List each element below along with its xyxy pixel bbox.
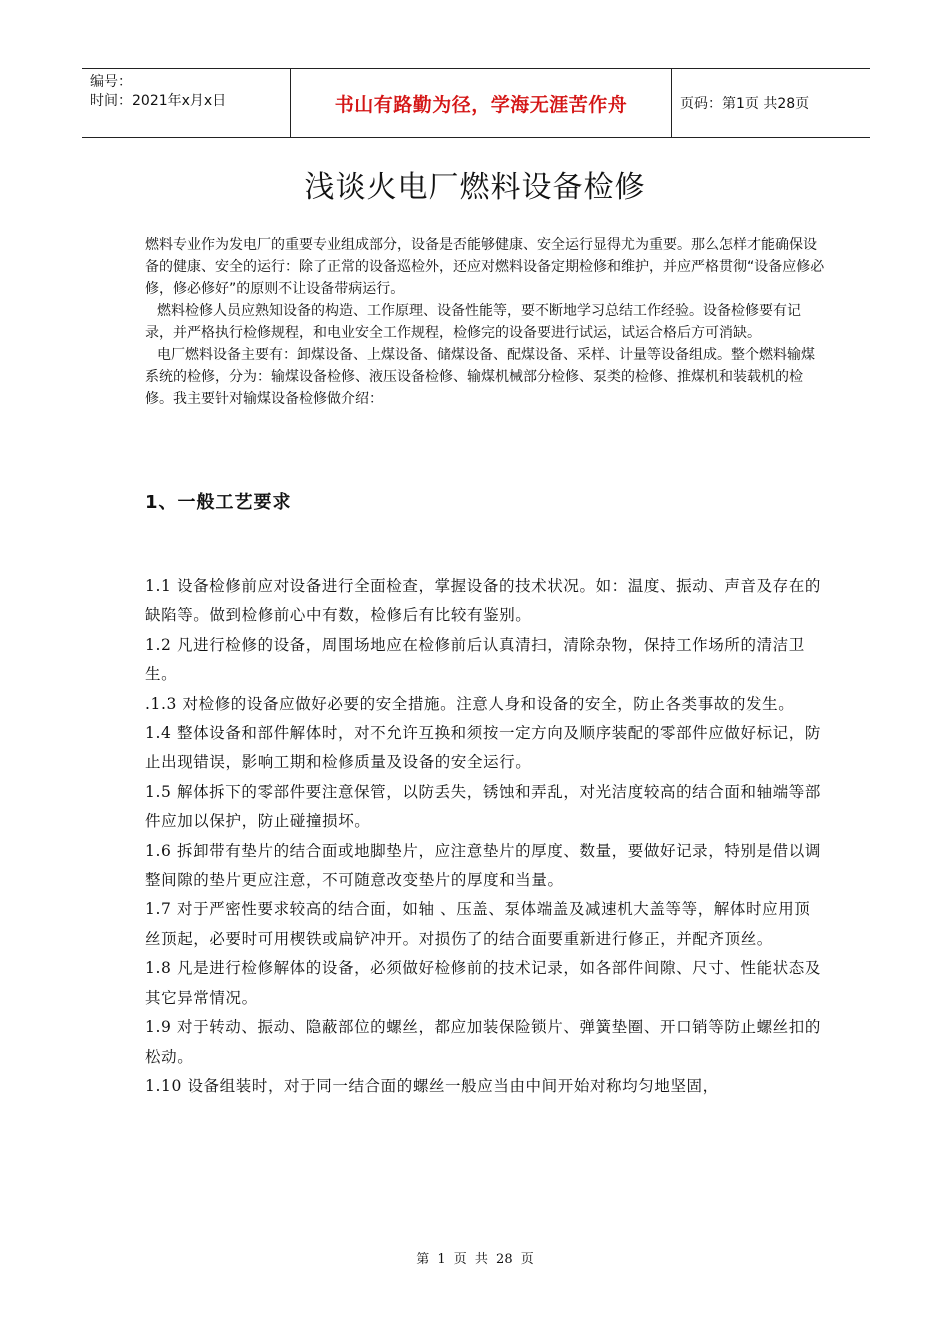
requirement-item: 1.10 设备组装时，对于同一结合面的螺丝一般应当由中间开始对称均匀地坚固， xyxy=(145,1076,719,1095)
requirement-item: 1.7 对于严密性要求较高的结合面，如轴 、压盖、泵体端盖及减速机大盖等等，解体时应用顶丝顶起，必要时可用楔铁或扁铲冲开。对损伤了的结合面要重新进行修正，并配齐顶丝。 xyxy=(145,900,811,948)
requirement-list xyxy=(145,572,825,1101)
requirement-item: 1.1 设备检修前应对设备进行全面检查，掌握设备的技术状况。如：温度、振动、声音及存在的缺陷等。做到检修前心中有数，检修后有比较有鉴别。 xyxy=(145,577,821,625)
requirement-item: 1.4 整体设备和部件解体时，对不允许互换和须按一定方向及顺序装配的零部件应做好标记，防止出现错误，影响工期和检修质量及设备的安全运行。 xyxy=(145,724,821,772)
header-page-info: 页码：第1页 共28页 xyxy=(680,96,810,112)
header-motto: 书山有路勤为径，学海无涯苦作舟 xyxy=(334,93,628,116)
intro-section xyxy=(145,234,825,410)
requirement-item: 1.5 解体拆下的零部件要注意保管，以防丢失，锈蚀和弄乱，对光洁度较高的结合面和轴端等部件应加以保护，防止碰撞损坏。 xyxy=(145,782,821,831)
document-number-label: 编号： xyxy=(90,74,132,90)
document-header xyxy=(82,68,870,138)
intro-paragraph: 燃料专业作为发电厂的重要专业组成部分，设备是否能够健康、安全运行显得尤为重要。那么怎样才能确保设备的健康、安全的运行：除了正常的设备巡检外，还应对燃料设备定期检修和维护，并应严格贯彻“设备应修必修，修必修好”的原则不让设备带病运行。 xyxy=(145,237,825,297)
document-title: 浅谈火电厂燃料设备检修 xyxy=(304,170,646,205)
header-meta xyxy=(82,69,291,137)
section-heading: 1、一般工艺要求 xyxy=(145,492,292,513)
page-footer: 第 1 页 共 28 页 xyxy=(416,1252,534,1267)
requirement-item: 1.8 凡是进行检修解体的设备，必须做好检修前的技术记录，如各部件间隙、尺寸、性能状态及其它异常情况。 xyxy=(145,959,821,1007)
intro-paragraph: 电厂燃料设备主要有：卸煤设备、上煤设备、储煤设备、配煤设备、采样、计量等设备组成。整个燃料输煤系统的检修，分为：输煤设备检修、液压设备检修、输煤机械部分检修、泵类的检修、推煤机和装载机的检修。我主要针对输煤设备检修做介绍： xyxy=(145,347,815,407)
header-motto-cell xyxy=(291,69,672,137)
requirement-item: 1.2 凡进行检修的设备，周围场地应在检修前后认真清扫，清除杂物，保持工作场所的清洁卫生。 xyxy=(145,635,805,684)
intro-paragraph: 燃料检修人员应熟知设备的构造、工作原理、设备性能等，要不断地学习总结工作经验。设备检修要有记录，并严格执行检修规程，和电业安全工作规程，检修完的设备要进行试运，试运合格后方可消缺。 xyxy=(145,303,801,341)
requirement-item: 1.9 对于转动、振动、隐蔽部位的螺丝，都应加装保险锁片、弹簧垫圈、开口销等防止螺丝扣的松动。 xyxy=(145,1018,821,1066)
document-date: 时间：2021年x月x日 xyxy=(90,93,227,109)
requirement-item: .1.3 对检修的设备应做好必要的安全措施。注意人身和设备的安全，防止各类事故的发生。 xyxy=(145,694,795,713)
requirement-item: 1.6 拆卸带有垫片的结合面或地脚垫片，应注意垫片的厚度、数量，要做好记录，特别是借以调整间隙的垫片更应注意，不可随意改变垫片的厚度和当量。 xyxy=(145,841,821,890)
